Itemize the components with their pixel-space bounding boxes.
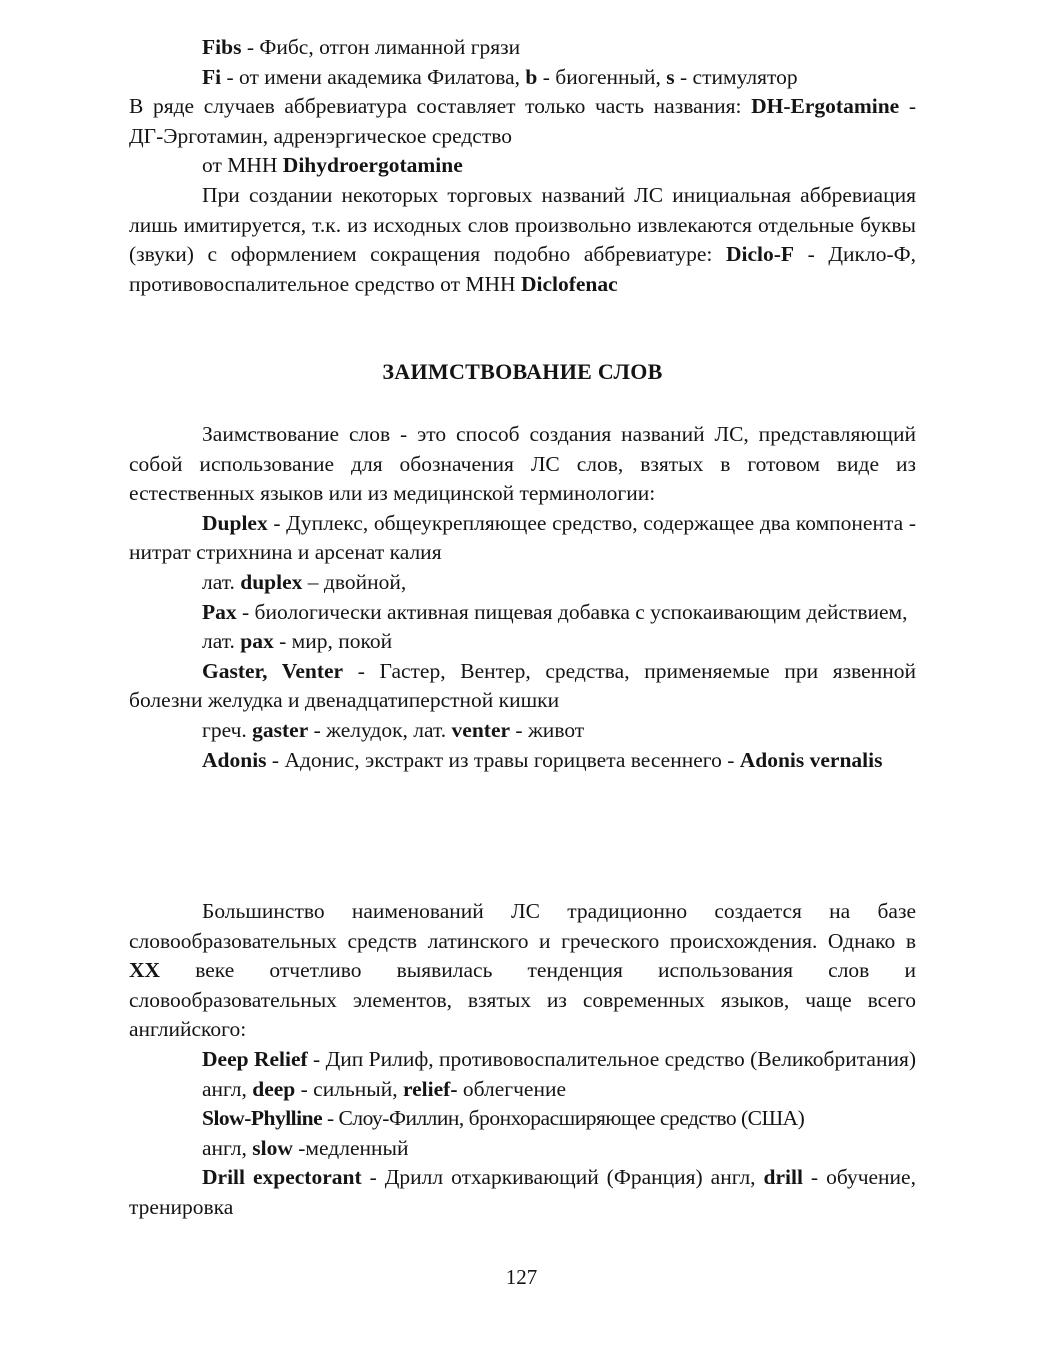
- borrowing-section: [129, 420, 916, 775]
- paragraph-text: В ряде случаев аббревиатура составляет только часть названия:: [129, 94, 752, 119]
- modern-languages-section: [129, 897, 916, 1223]
- paragraph-text: При создании некоторых торговых названий ЛС инициальная аббревиация лишь имитируется, т.к. из исходных слов произвольно извлекаются отдельные буквы (звуки) с оформлением сокращения подобно аббревиатуре:: [129, 182, 916, 267]
- paragraph-text: веке отчетливо выявилась тенденция использования слов и словообразовательных элементов, взятых из современных языков, чаще всего английского:: [129, 958, 916, 1042]
- definition: - обучение, тренировка: [129, 1165, 916, 1219]
- entry-drill-expectorant: [129, 1163, 916, 1222]
- definition: – двойной,: [302, 569, 407, 594]
- definition: - мир, покой: [273, 629, 393, 654]
- entry-slow-source: [129, 1134, 916, 1164]
- entry-pax-source: [129, 627, 916, 657]
- paragraph-text: лат.: [202, 569, 241, 594]
- definition: - биогенный,: [537, 64, 667, 89]
- term: slow: [252, 1135, 293, 1160]
- paragraph-text: греч.: [202, 717, 253, 742]
- definition: - Дикло-Ф, противовоспалительное средство от МНН: [129, 242, 916, 296]
- definition: -медленный: [292, 1135, 409, 1160]
- definition: - стимулятор: [674, 64, 798, 89]
- term: Diclofenac: [520, 271, 618, 296]
- term: drill: [763, 1165, 803, 1190]
- term: Slow-Phylline: [202, 1106, 323, 1131]
- abbreviation-section: [129, 33, 916, 299]
- paragraph-text: англ,: [202, 1076, 253, 1101]
- entry-duplex-source: [129, 568, 916, 598]
- term: duplex: [240, 569, 303, 594]
- entry-gaster-venter: [129, 657, 916, 716]
- term: Gaster, Venter: [202, 658, 344, 683]
- definition: - Дрилл отхаркивающий (Франция) англ,: [361, 1165, 764, 1190]
- definition: - от имени академика Филатова,: [221, 64, 526, 89]
- term: Diclo-F: [725, 242, 795, 267]
- paragraph-modern-intro: [129, 897, 916, 1045]
- entry-inn-source: [129, 151, 916, 181]
- term: pax: [240, 629, 274, 654]
- definition: - Гастер, Вентер, средства, применяемые при язвенной болезни желудка и двенадцатиперстной кишки: [129, 658, 916, 713]
- paragraph-text: от МНН: [202, 153, 283, 178]
- term: deep: [252, 1076, 296, 1101]
- term: venter: [451, 717, 511, 742]
- paragraph-definition: Заимствование слов - это способ создания названий ЛС, представляющий собой использование для обозначения ЛС слов, взятых в готовом виде из естественных языков или из медицинской терминологии:: [129, 422, 916, 506]
- term: gaster: [252, 717, 309, 742]
- definition: - живот: [510, 717, 585, 742]
- entry-pax: [129, 598, 916, 628]
- term: Deep Relief: [202, 1046, 308, 1071]
- term: XX: [129, 958, 161, 983]
- definition: - желудок, лат.: [308, 717, 452, 742]
- definition: - Слоу-Филлин, бронхорасширяющее средство (США): [322, 1106, 805, 1131]
- paragraph-text: Большинство наименований ЛС традиционно создается на базе словообразовательных средств латинского и греческого происхождения. Однако в: [129, 899, 916, 953]
- term: Drill expectorant: [202, 1165, 362, 1190]
- entry-deep-relief: [129, 1045, 916, 1075]
- definition: - Фибс, отгон лиманной грязи: [241, 35, 521, 59]
- definition: - сильный,: [295, 1076, 403, 1101]
- entry-duplex: [129, 509, 916, 568]
- term: Adonis: [202, 747, 267, 772]
- definition: - Адонис, экстракт из травы горицвета весеннего -: [266, 747, 740, 772]
- paragraph-text: англ,: [202, 1135, 253, 1160]
- entry-deep-source: [129, 1075, 916, 1105]
- entry-fi: [129, 63, 916, 93]
- term: b: [525, 64, 538, 89]
- entry-slow-phylline: [129, 1104, 916, 1134]
- definition: - Дип Рилиф, противовоспалительное средство (Великобритания): [307, 1046, 917, 1071]
- entry-adonis: [129, 746, 916, 776]
- term: Duplex: [202, 510, 268, 535]
- definition: - Дуплекс, общеукрепляющее средство, содержащее два компонента - нитрат стрихнина и арсенат калия: [129, 510, 916, 565]
- term: relief-: [402, 1076, 458, 1101]
- term: Pax: [202, 599, 237, 624]
- section-heading: ЗАИМСТВОВАНИЕ СЛОВ: [382, 359, 663, 384]
- term: Adonis vernalis: [739, 747, 883, 772]
- term: Fibs: [202, 35, 242, 59]
- entry-fibs: [129, 33, 916, 63]
- term: Fi: [202, 64, 222, 89]
- page-number: 127: [505, 1265, 538, 1289]
- definition: - ДГ-Эрготамин, адренэргическое средство: [129, 94, 916, 148]
- term: s: [666, 64, 675, 89]
- term: Dihydroergotamine: [282, 153, 463, 178]
- term: DH-Ergotamine: [751, 94, 900, 119]
- definition: - биологически активная пищевая добавка с успокаивающим действием,: [236, 599, 908, 624]
- entry-dh-ergotamine: [129, 92, 916, 151]
- entry-gaster-source: [129, 716, 916, 746]
- definition: облегчение: [457, 1076, 567, 1101]
- paragraph-text: лат.: [202, 629, 241, 654]
- paragraph-imitation: [129, 181, 916, 299]
